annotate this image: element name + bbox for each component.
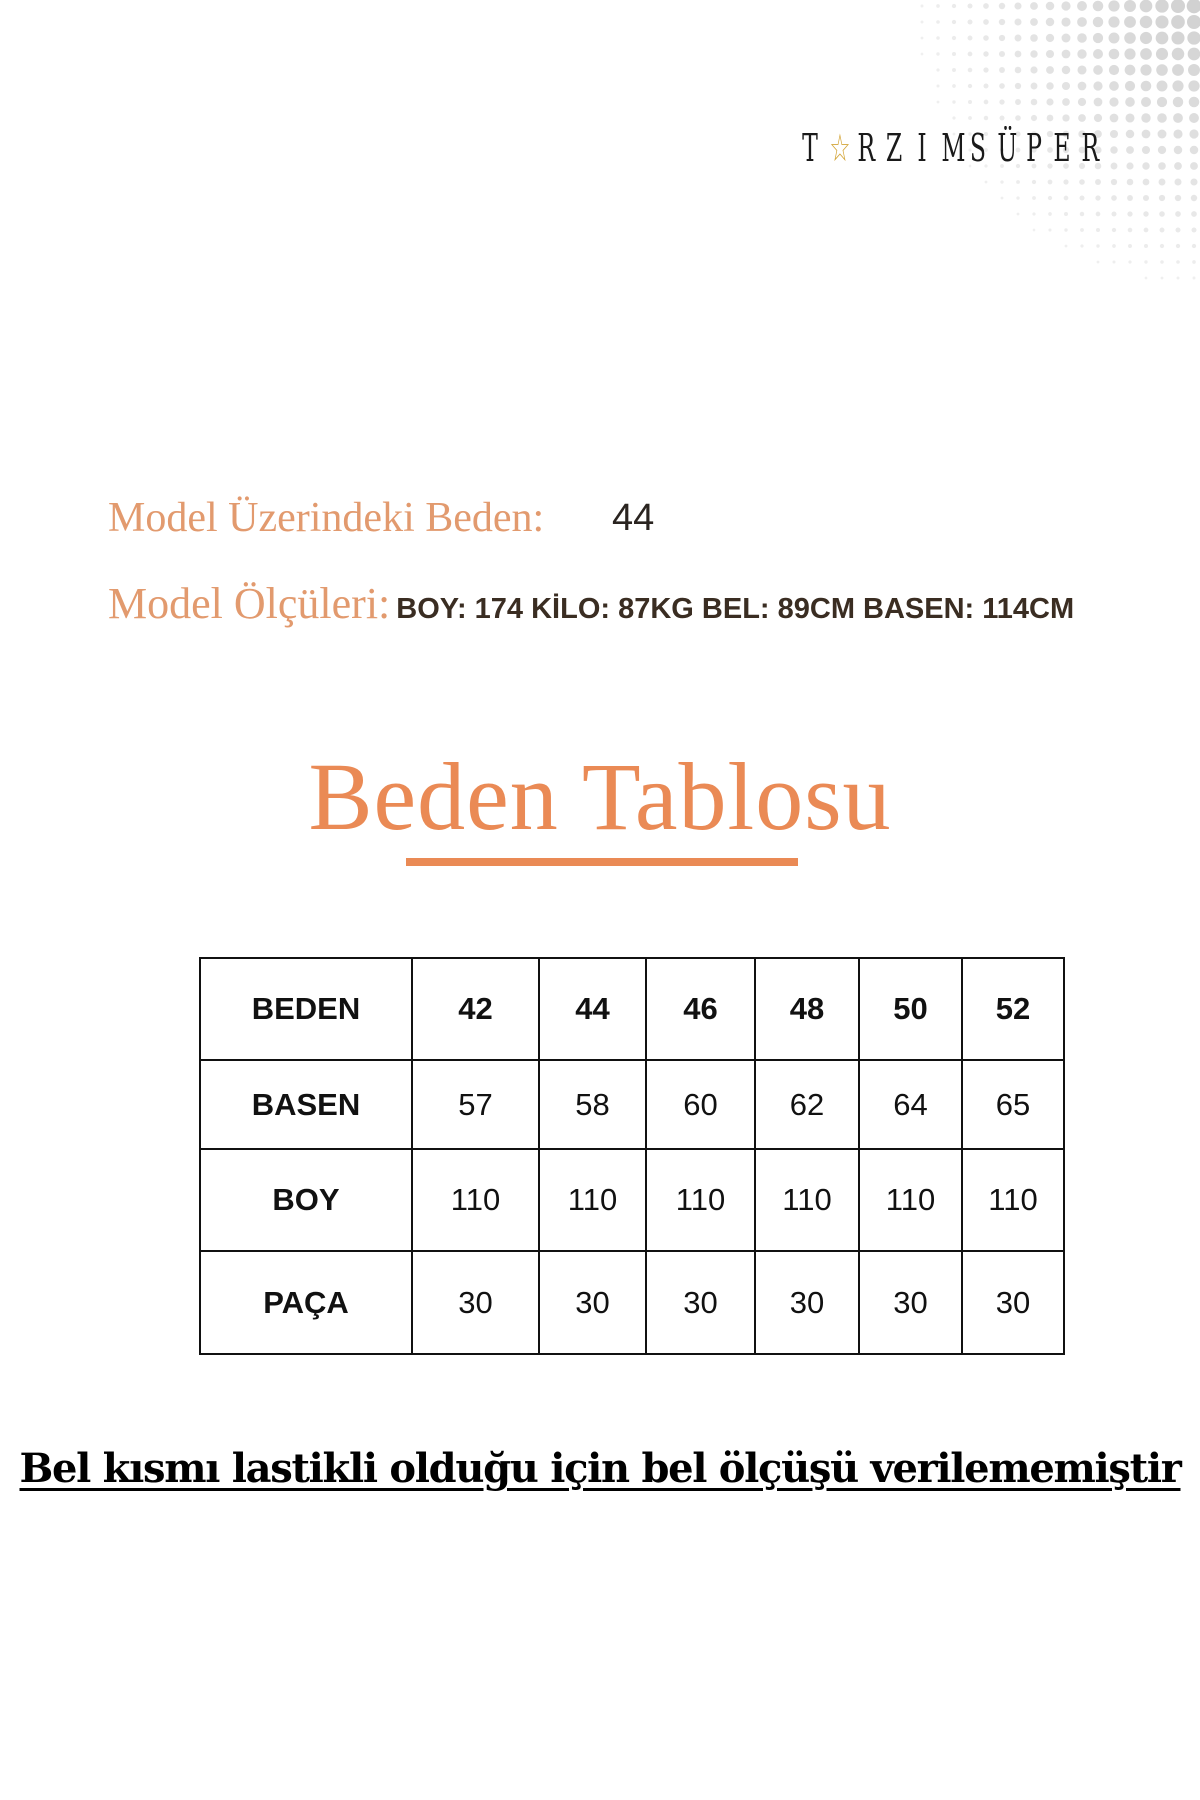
decorative-dot <box>1141 113 1150 122</box>
decorative-dot <box>1172 64 1184 76</box>
decorative-dot <box>1000 180 1003 183</box>
decorative-dot <box>1144 260 1147 263</box>
decorative-dot <box>1061 1 1070 10</box>
decorative-dot <box>1112 228 1116 232</box>
decorative-dot <box>983 51 988 56</box>
decorative-dot <box>968 52 973 57</box>
decorative-dot <box>1077 33 1087 43</box>
decorative-dot <box>1046 50 1054 58</box>
decorative-dot <box>952 100 955 103</box>
header-cell: 48 <box>755 958 859 1060</box>
decorative-dot <box>1187 0 1200 13</box>
table-cell: 110 <box>859 1149 962 1251</box>
title-underline <box>406 858 798 866</box>
decorative-dot <box>1171 15 1185 29</box>
header-cell: 46 <box>646 958 755 1060</box>
decorative-dot <box>1093 33 1103 43</box>
header-cell: 42 <box>412 958 539 1060</box>
table-row <box>200 1251 1064 1354</box>
decorative-dot <box>1062 82 1070 90</box>
decorative-dot <box>1187 31 1200 44</box>
decorative-dot <box>1096 244 1099 247</box>
decorative-dot <box>968 36 973 41</box>
decorative-dot <box>1143 195 1149 201</box>
decorative-dot <box>1158 146 1166 154</box>
header-cell: 52 <box>962 958 1064 1060</box>
decorative-dot <box>1095 195 1100 200</box>
decorative-dot <box>936 68 939 71</box>
decorative-dot <box>1048 212 1052 216</box>
decorative-dot <box>967 3 972 8</box>
table-cell: 110 <box>412 1149 539 1251</box>
brand-logo <box>796 124 1104 172</box>
decorative-dot <box>1124 32 1136 44</box>
decorative-dot <box>1095 179 1101 185</box>
decorative-dot <box>936 36 940 40</box>
decorative-dot <box>1190 178 1197 185</box>
decorative-dot <box>936 52 939 55</box>
decorative-dot <box>999 83 1005 89</box>
decorative-dot <box>984 100 989 105</box>
decorative-dot <box>1124 0 1136 12</box>
decorative-dot <box>1112 244 1116 248</box>
decorative-dot <box>1171 0 1185 13</box>
decorative-dot <box>1140 64 1151 75</box>
decorative-dot <box>1176 228 1181 233</box>
decorative-dot <box>1174 178 1181 185</box>
table-cell: 60 <box>646 1060 755 1149</box>
decorative-dot <box>1048 228 1051 231</box>
table-cell: 30 <box>646 1251 755 1354</box>
decorative-dot <box>1109 49 1120 60</box>
decorative-dot <box>1096 228 1100 232</box>
decorative-dot <box>1125 81 1135 91</box>
decorative-dot <box>1127 211 1132 216</box>
decorative-dot <box>1030 2 1038 10</box>
decorative-dot <box>1015 67 1022 74</box>
brand-letter: M <box>941 126 966 170</box>
decorative-dot <box>1172 80 1183 91</box>
decorative-dot <box>999 51 1005 57</box>
decorative-dot <box>1174 146 1182 154</box>
decorative-dot <box>1156 48 1168 60</box>
size-table-header-row <box>200 958 1064 1060</box>
decorative-dot <box>1077 65 1086 74</box>
decorative-dot <box>1033 229 1036 232</box>
decorative-dot <box>1110 146 1118 154</box>
brand-letter: S <box>969 126 987 170</box>
model-measurements-row <box>108 578 1074 634</box>
table-cell: 110 <box>539 1149 646 1251</box>
decorative-dot <box>999 3 1005 9</box>
star-icon: ☆ <box>829 126 851 170</box>
decorative-dot <box>1141 97 1151 107</box>
decorative-dot <box>1047 115 1054 122</box>
decorative-dot <box>1030 34 1038 42</box>
table-row <box>200 1149 1064 1251</box>
decorative-dot <box>1124 16 1136 28</box>
decorative-dot <box>1030 50 1037 57</box>
decorative-dot <box>968 84 972 88</box>
decorative-dot <box>1097 261 1100 264</box>
decorative-dot <box>1172 48 1184 60</box>
brand-letter: P <box>1026 126 1042 170</box>
decorative-dot <box>1094 114 1102 122</box>
decorative-dot <box>1112 212 1117 217</box>
decorative-dot <box>984 116 988 120</box>
decorative-dot <box>1046 18 1054 26</box>
brand-letter: T <box>802 126 818 170</box>
decorative-dot <box>1077 49 1086 58</box>
decorative-dot <box>1142 162 1149 169</box>
decorative-dot <box>1143 211 1148 216</box>
decorative-dot <box>1142 146 1150 154</box>
brand-letter: I <box>917 126 927 170</box>
decorative-dot <box>1094 98 1103 107</box>
decorative-dot <box>1064 228 1067 231</box>
decorative-dot <box>1156 64 1168 76</box>
decorative-dot <box>968 116 972 120</box>
decorative-dot <box>952 68 956 72</box>
table-cell: 30 <box>859 1251 962 1354</box>
decorative-dot <box>1159 179 1166 186</box>
decorative-dot <box>952 36 956 40</box>
decorative-dot <box>1014 2 1021 9</box>
decorative-dot <box>1176 260 1180 264</box>
decorative-dot <box>1192 244 1196 248</box>
table-cell: 58 <box>539 1060 646 1149</box>
decorative-dot <box>936 84 939 87</box>
decorative-dot <box>1093 65 1103 75</box>
decorative-dot <box>1126 130 1134 138</box>
decorative-dot <box>1187 15 1200 29</box>
decorative-dot <box>1048 180 1053 185</box>
decorative-dot <box>1062 66 1070 74</box>
decorative-dot <box>983 3 989 9</box>
decorative-dot <box>1126 162 1133 169</box>
table-cell: 62 <box>755 1060 859 1149</box>
decorative-dot <box>1190 162 1198 170</box>
header-cell: 44 <box>539 958 646 1060</box>
decorative-dot <box>983 35 989 41</box>
decorative-dot <box>1157 113 1167 123</box>
table-cell: 110 <box>646 1149 755 1251</box>
size-table <box>199 957 1065 1355</box>
decorative-dot <box>1124 48 1135 59</box>
model-measurements-value: BOY: 174 KİLO: 87KG BEL: 89CM BASEN: 114CM <box>396 593 1075 625</box>
table-cell: 110 <box>755 1149 859 1251</box>
model-measurements-label: Model Ölçüleri: <box>108 579 391 628</box>
decorative-dot <box>1065 245 1068 248</box>
decorative-dot <box>1171 31 1184 44</box>
decorative-dot <box>1077 17 1087 27</box>
decorative-dot <box>1174 162 1182 170</box>
decorative-dot <box>1096 212 1101 217</box>
decorative-dot <box>1189 129 1198 138</box>
decorative-dot <box>1080 212 1084 216</box>
decorative-dot <box>936 20 940 24</box>
decorative-dot <box>1160 228 1165 233</box>
decorative-dot <box>1160 260 1164 264</box>
decorative-dot <box>1110 114 1119 123</box>
decorative-dot <box>1191 195 1197 201</box>
size-table-title: Beden Tablosu <box>308 743 892 850</box>
decorative-dot <box>1191 211 1197 217</box>
decorative-dot <box>1031 115 1037 121</box>
brand-letter: R <box>857 126 876 170</box>
decorative-dot <box>1015 51 1022 58</box>
decorative-dot <box>1140 32 1152 44</box>
row-label-cell: BOY <box>200 1149 412 1251</box>
decorative-dot <box>952 20 956 24</box>
decorative-dot <box>1176 244 1180 248</box>
decorative-dot <box>1030 18 1038 26</box>
decorative-dot <box>1127 179 1134 186</box>
decorative-dot <box>1158 130 1167 139</box>
decorative-dot <box>1143 179 1150 186</box>
decorative-dot <box>1173 97 1183 107</box>
header-cell: BEDEN <box>200 958 412 1060</box>
decorative-dot <box>999 99 1004 104</box>
decorative-dot <box>1078 98 1086 106</box>
decorative-dot <box>952 4 956 8</box>
decorative-dot <box>1062 98 1070 106</box>
decorative-dot <box>1031 83 1038 90</box>
decorative-dot <box>983 19 989 25</box>
decorative-dot <box>1110 130 1118 138</box>
decorative-dot <box>1016 180 1020 184</box>
decorative-dot <box>1064 212 1068 216</box>
decorative-dot <box>1080 244 1083 247</box>
decorative-dot <box>921 37 924 40</box>
decorative-dot <box>937 101 940 104</box>
decorative-dot <box>983 67 988 72</box>
decorative-dot <box>1061 17 1070 26</box>
decorative-dot <box>1108 0 1119 11</box>
decorative-dot <box>1079 195 1084 200</box>
decorative-dot <box>1079 179 1085 185</box>
row-label-cell: BASEN <box>200 1060 412 1149</box>
decorative-dot <box>1093 81 1102 90</box>
decorative-dot <box>1111 195 1117 201</box>
decorative-dot <box>1159 211 1165 217</box>
decorative-dot <box>952 116 955 119</box>
decorative-dot <box>1175 195 1181 201</box>
decorative-dot <box>1141 81 1152 92</box>
table-cell: 64 <box>859 1060 962 1149</box>
decorative-dot <box>1015 99 1021 105</box>
decorative-dot <box>999 67 1005 73</box>
decorative-dot <box>1155 0 1168 13</box>
decorative-dot <box>1188 80 1199 91</box>
decorative-dot <box>1125 65 1136 76</box>
decorative-dot <box>1046 34 1054 42</box>
decorative-dot <box>1080 228 1084 232</box>
decorative-dot <box>1158 162 1166 170</box>
decorative-dot <box>1015 83 1021 89</box>
decorative-dot <box>1155 15 1168 28</box>
decorative-dot <box>968 20 973 25</box>
decorative-dot <box>1191 227 1196 232</box>
decorative-dot <box>1112 260 1115 263</box>
decorative-dot <box>952 84 956 88</box>
decorative-dot <box>1093 1 1104 12</box>
decorative-dot <box>1046 82 1054 90</box>
decorative-dot <box>1173 129 1182 138</box>
decorative-dot <box>999 19 1005 25</box>
decorative-dot <box>1156 32 1169 45</box>
decorative-dot <box>1126 146 1134 154</box>
decorative-dot <box>1177 277 1180 280</box>
header-cell: 50 <box>859 958 962 1060</box>
decorative-dot <box>1140 0 1153 12</box>
model-size-value: 44 <box>612 497 655 539</box>
brand-letter: E <box>1053 126 1071 170</box>
decorative-dot <box>921 53 924 56</box>
decorative-dot <box>1160 244 1164 248</box>
decorative-dot <box>1140 16 1152 28</box>
decorative-dot <box>1140 48 1152 60</box>
decorative-dot <box>1157 97 1167 107</box>
decorative-dot <box>1142 130 1151 139</box>
decorative-dot <box>952 52 956 56</box>
decorative-dot <box>1031 99 1038 106</box>
decorative-dot <box>1032 196 1036 200</box>
brand-letter: Z <box>885 126 903 170</box>
decorative-dot <box>1030 66 1037 73</box>
decorative-dot <box>1077 1 1087 11</box>
decorative-dot <box>1062 34 1071 43</box>
decorative-dot <box>1015 115 1021 121</box>
decorative-dot <box>1046 66 1054 74</box>
row-label-cell: PAÇA <box>200 1251 412 1354</box>
decorative-dot <box>1193 277 1196 280</box>
decorative-dot <box>1108 16 1119 27</box>
table-cell: 30 <box>412 1251 539 1354</box>
decorative-dot <box>1109 33 1120 44</box>
decorative-dot <box>1157 81 1168 92</box>
decorative-dot <box>1062 114 1069 121</box>
decorative-dot <box>1062 50 1071 59</box>
decorative-dot <box>1189 113 1199 123</box>
brand-letter: R <box>1081 126 1100 170</box>
decorative-dot <box>999 115 1004 120</box>
decorative-dot <box>1161 277 1164 280</box>
decorative-dot <box>1127 195 1133 201</box>
decorative-dot <box>1190 146 1199 155</box>
decorative-dot <box>999 35 1005 41</box>
decorative-dot <box>936 4 940 8</box>
decorative-dot <box>1159 195 1165 201</box>
decorative-dot <box>1128 244 1132 248</box>
brand-letter: Ü <box>997 126 1018 170</box>
decorative-dot <box>1189 97 1200 108</box>
decorative-dot <box>1078 82 1087 91</box>
decorative-dot <box>1109 65 1119 75</box>
table-cell: 110 <box>962 1149 1064 1251</box>
model-size-label: Model Üzerindeki Beden: <box>108 495 545 541</box>
waist-note: Bel kısmı lastikli olduğu için bel ölçüşü verilememiştir <box>19 1445 1181 1492</box>
decorative-dot <box>1144 244 1148 248</box>
decorative-dot <box>1125 97 1135 107</box>
decorative-dot <box>1093 49 1103 59</box>
decorative-dot <box>1173 113 1183 123</box>
decorative-dot <box>1015 35 1022 42</box>
decorative-dot <box>1078 114 1086 122</box>
decorative-dot <box>1111 163 1118 170</box>
decorative-dot <box>1144 228 1149 233</box>
decorative-dot <box>968 100 972 104</box>
table-cell: 30 <box>962 1251 1064 1354</box>
decorative-dot <box>1017 213 1020 216</box>
decorative-dot <box>1046 98 1053 105</box>
decorative-dot <box>1128 228 1133 233</box>
decorative-dot <box>1048 196 1052 200</box>
decorative-dot <box>1014 18 1021 25</box>
decorative-dot <box>1109 97 1118 106</box>
table-cell: 57 <box>412 1060 539 1149</box>
table-cell: 65 <box>962 1060 1064 1149</box>
decorative-dot <box>1032 180 1036 184</box>
decorative-dot <box>1046 2 1055 11</box>
decorative-dot <box>921 21 924 24</box>
decorative-dot <box>1125 113 1134 122</box>
decorative-dot <box>1188 48 1200 61</box>
decorative-dot <box>1128 260 1131 263</box>
decorative-dot <box>1063 179 1068 184</box>
decorative-dot <box>1111 179 1117 185</box>
decorative-dot <box>984 84 989 89</box>
decorative-dot <box>1064 196 1069 201</box>
decorative-dot <box>1188 64 1200 76</box>
decorative-dot <box>1145 277 1148 280</box>
decorative-dot <box>985 181 988 184</box>
table-cell: 30 <box>539 1251 646 1354</box>
decorative-dot <box>1093 17 1103 27</box>
decorative-dot <box>1175 211 1181 217</box>
decorative-dot <box>921 5 924 8</box>
decorative-dot <box>1032 212 1035 215</box>
decorative-dot <box>1192 260 1196 264</box>
table-cell: 30 <box>755 1251 859 1354</box>
decorative-dot <box>968 68 973 73</box>
table-row <box>200 1060 1064 1149</box>
decorative-dot <box>1016 196 1019 199</box>
decorative-dot <box>1001 197 1004 200</box>
decorative-dot <box>1109 81 1119 91</box>
